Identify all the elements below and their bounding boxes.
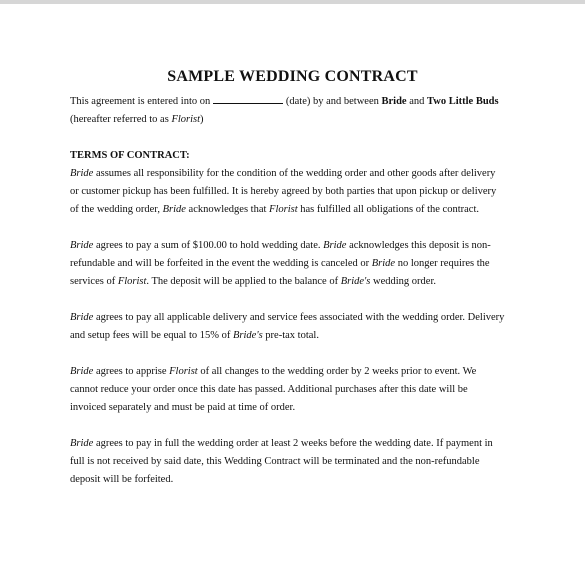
clause-payment: Bride agrees to pay in full the wedding order at least 2 weeks before the wedding date. If payment in full is not received by said date, this Wedding Contract will be terminated and the non-refundable deposit will be forfeited.: [70, 438, 493, 485]
intro-line-1: This agreement is entered into on (date) by and between Bride and Two Little Buds: [70, 93, 518, 111]
party-florist-name: Two Little Buds: [427, 96, 499, 107]
document-body: [70, 93, 518, 489]
clause-deposit: Bride agrees to pay a sum of $100.00 to hold wedding date. Bride acknowledges this deposit is non- refundable and will be forfeited in the event the wedding is canceled or Bride no longer requires the services of Florist. The deposit will be applied to the balance of Bride's wedding order.: [70, 240, 491, 287]
date-blank: [213, 93, 283, 104]
clause-delivery-fees: Bride agrees to pay all applicable delivery and service fees associated with the wedding order. Delivery and setup fees will be equal to 15% of Bride's pre-tax total.: [70, 312, 505, 341]
clause-responsibility: Bride assumes all responsibility for the condition of the wedding order and other goods after delivery or customer pickup has been fulfilled. It is hereby agreed by both parties that upon pickup or delivery of the wedding order, Bride acknowledges that Florist has fulfilled all obligations of the contract.: [70, 168, 497, 215]
top-border: [0, 0, 585, 4]
intro-line-2: (hereafter referred to as Florist): [70, 114, 204, 125]
terms-heading: TERMS OF CONTRACT:: [70, 150, 190, 161]
document-title: SAMPLE WEDDING CONTRACT: [167, 68, 418, 85]
party-bride: Bride: [381, 96, 407, 107]
clause-changes: Bride agrees to apprise Florist of all changes to the wedding order by 2 weeks prior to event. We cannot reduce your order once this date has passed. Additional purchases after this date will be invoiced separately and must be paid at time of order.: [70, 366, 477, 413]
